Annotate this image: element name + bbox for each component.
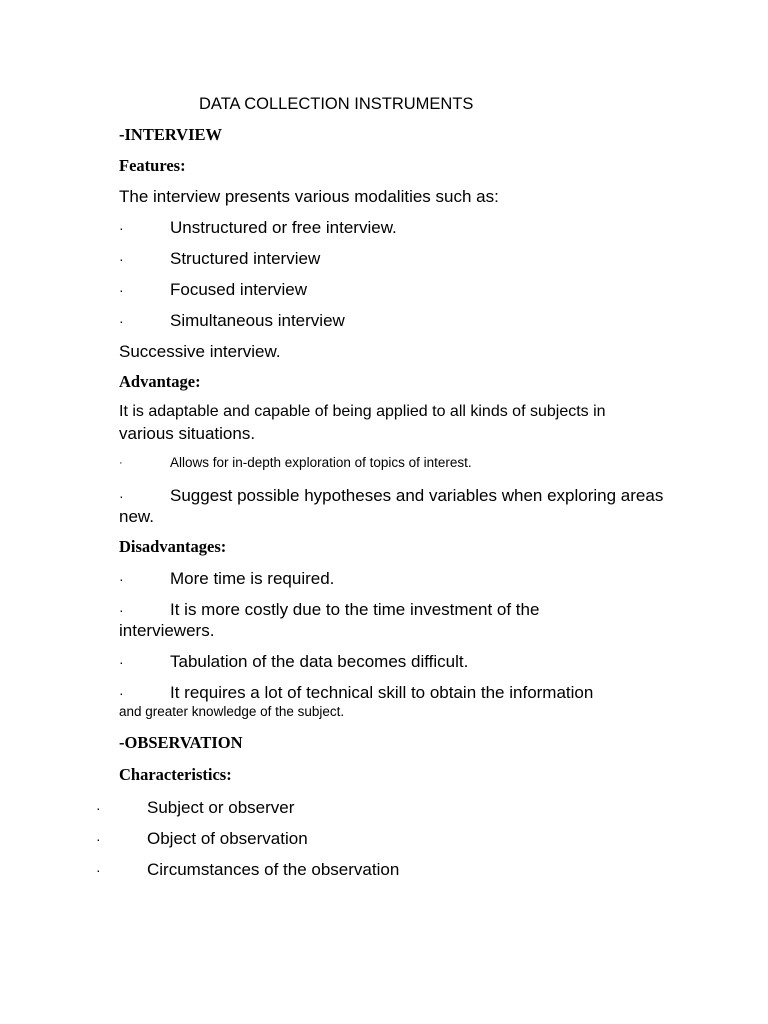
disadvantage-item: It requires a lot of technical skill to obtain the information xyxy=(170,683,594,702)
bullet-glyph: · xyxy=(119,313,124,329)
bullet-glyph: · xyxy=(96,800,101,816)
advantage-bullet-continued: new. xyxy=(119,507,154,526)
disadvantage-item: More time is required. xyxy=(170,569,335,588)
bullet-glyph: · xyxy=(119,488,124,504)
bullet-glyph: · xyxy=(119,654,124,670)
bullet-glyph: · xyxy=(96,831,101,847)
bullet-glyph: · xyxy=(119,282,124,298)
disadvantage-item-continued: and greater knowledge of the subject. xyxy=(119,704,345,719)
interview-heading: -INTERVIEW xyxy=(119,125,223,144)
document-title: DATA COLLECTION INSTRUMENTS xyxy=(199,95,474,113)
disadvantages-label: Disadvantages: xyxy=(119,537,227,556)
bullet-glyph: · xyxy=(96,862,101,878)
bullet-glyph: · xyxy=(119,685,124,701)
modality-item: Unstructured or free interview. xyxy=(170,218,397,237)
advantage-label: Advantage: xyxy=(119,372,201,391)
modality-item: Focused interview xyxy=(170,280,308,299)
features-label: Features: xyxy=(119,156,186,175)
advantage-text: It is adaptable and capable of being applied to all kinds of subjects in xyxy=(119,403,606,420)
modality-item: Simultaneous interview xyxy=(170,311,345,330)
disadvantage-item: Tabulation of the data becomes difficult. xyxy=(170,652,469,671)
bullet-glyph: · xyxy=(119,220,124,236)
bullet-glyph: · xyxy=(119,251,124,267)
modality-item: Structured interview xyxy=(170,249,321,268)
observation-heading: -OBSERVATION xyxy=(119,733,243,752)
disadvantage-item-continued: interviewers. xyxy=(119,621,215,640)
advantage-bullet: Suggest possible hypotheses and variables when exploring areas xyxy=(170,486,664,505)
modality-item-last: Successive interview. xyxy=(119,342,281,361)
characteristic-item: Subject or observer xyxy=(147,798,295,817)
disadvantage-item: It is more costly due to the time investment of the xyxy=(170,600,540,619)
advantage-text-continued: various situations. xyxy=(119,424,256,443)
characteristic-item: Circumstances of the observation xyxy=(147,860,400,879)
bullet-glyph: · xyxy=(119,457,123,469)
advantage-bullet: Allows for in-depth exploration of topics of interest. xyxy=(170,455,472,470)
bullet-glyph: · xyxy=(119,602,124,618)
characteristics-label: Characteristics: xyxy=(119,765,232,784)
bullet-glyph: · xyxy=(119,571,124,587)
characteristic-item: Object of observation xyxy=(147,829,308,848)
interview-intro: The interview presents various modalities such as: xyxy=(119,187,499,206)
